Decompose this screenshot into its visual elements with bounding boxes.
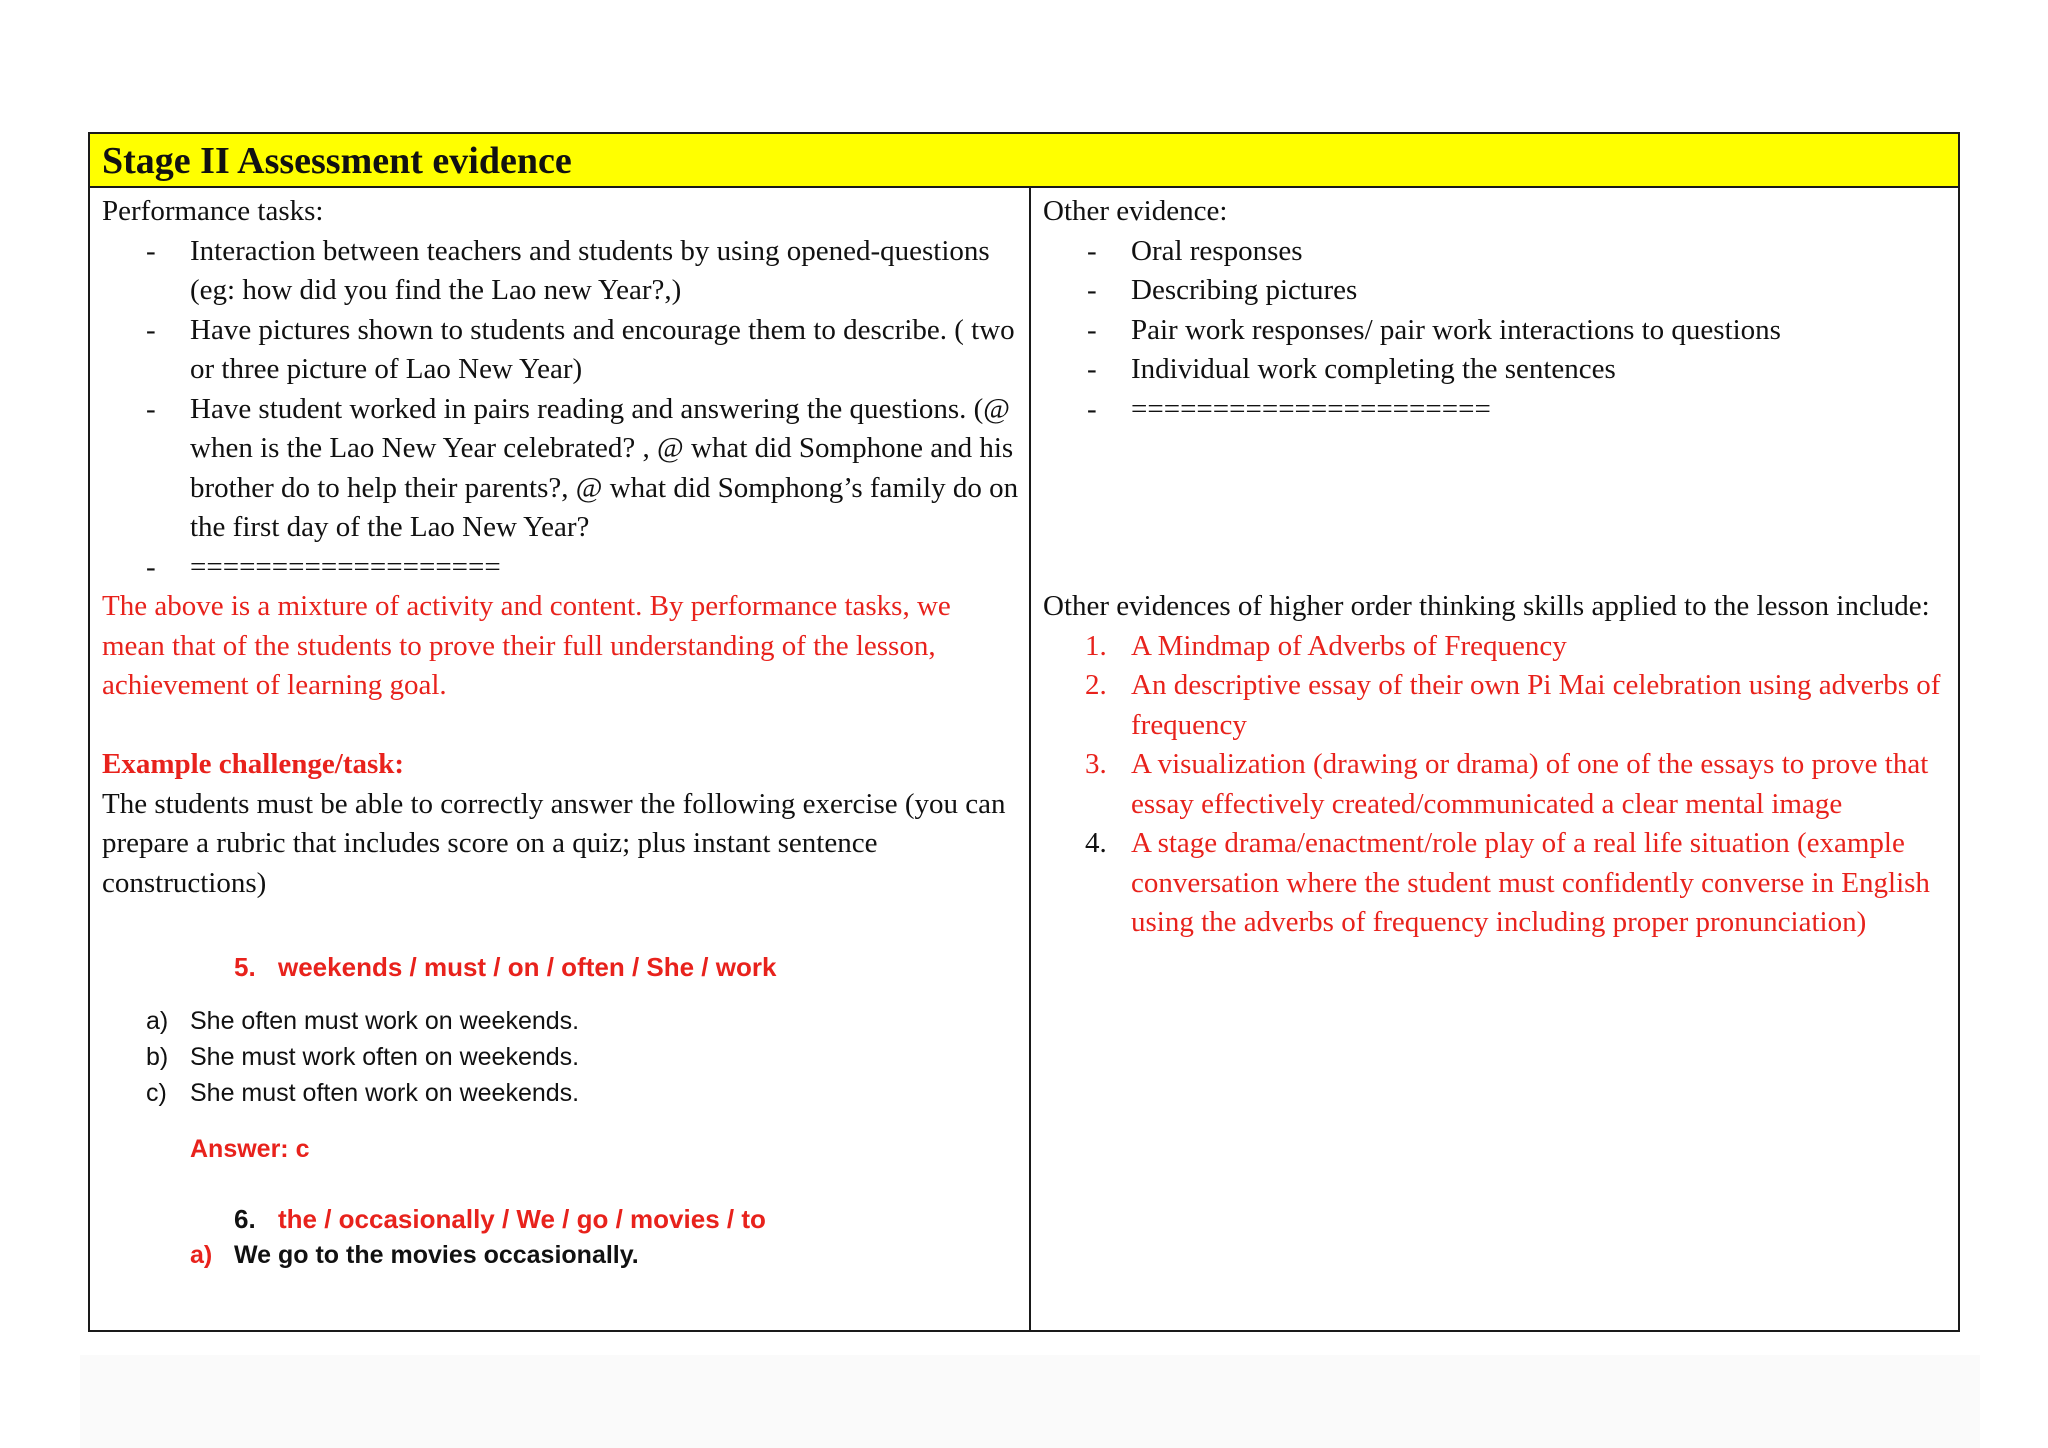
q5-option-b: b) She must work often on weekends. bbox=[146, 1043, 580, 1071]
list-item: - Have student worked in pairs reading and answering the questions. (@ when is the Lao New Year celebrated? , @ what did Somphone and his brother do to help their parents?, @ what did Somphong’s family do on the first day of the Lao New Year? bbox=[146, 392, 1019, 543]
question-6: 6. the / occasionally / We / go / movies / to bbox=[234, 1204, 766, 1234]
q6-option-a: a) We go to the movies occasionally. bbox=[190, 1241, 639, 1269]
question-5: 5. weekends / must / on / often / She / work bbox=[234, 952, 777, 982]
list-item: 4. A stage drama/enactment/role play of a real life situation (example conversation where the student must confidently converse in English using the adverbs of frequency including proper pronunciation) bbox=[1085, 827, 1930, 938]
other-evidence-list bbox=[1043, 232, 1948, 430]
list-item: - Have pictures shown to students and encourage them to describe. ( two or three picture of Lao New Year) bbox=[146, 313, 1015, 385]
hots-list bbox=[1043, 627, 1948, 943]
q5-answer: Answer: c bbox=[190, 1135, 310, 1163]
performance-task-list bbox=[102, 232, 1020, 588]
challenge-title: Example challenge/task: bbox=[102, 748, 405, 780]
other-evidence-column bbox=[1031, 188, 1958, 1330]
list-item: 1. A Mindmap of Adverbs of Frequency bbox=[1085, 629, 1567, 662]
list-item: 2. An descriptive essay of their own Pi Mai celebration using adverbs of frequency bbox=[1085, 669, 1941, 741]
list-item: 3. A visualization (drawing or drama) of one of the essays to prove that essay effectively created/communicated a clear mental image bbox=[1085, 748, 1929, 820]
hots-intro: Other evidences of higher order thinking skills applied to the lesson include: bbox=[1043, 590, 1930, 622]
list-item: - Individual work completing the sentences bbox=[1087, 353, 1616, 385]
performance-heading: Performance tasks: bbox=[102, 195, 324, 227]
assessment-table bbox=[88, 132, 1960, 1332]
list-item: - Oral responses bbox=[1087, 234, 1303, 267]
performance-note: The above is a mixture of activity and content. By performance tasks, we mean that of the students to prove their full understanding of the lesson, achievement of learning goal. bbox=[102, 590, 951, 701]
page-footer-shade bbox=[80, 1355, 1980, 1448]
list-item: - Interaction between teachers and students by using opened-questions (eg: how did you find the Lao new Year?,) bbox=[146, 234, 990, 306]
performance-column bbox=[90, 188, 1030, 1330]
stage-header: Stage II Assessment evidence bbox=[90, 134, 1958, 188]
list-item: - =================== bbox=[146, 550, 501, 583]
challenge-text: The students must be able to correctly answer the following exercise (you can prepare a rubric that includes score on a quiz; plus instant sentence constructions) bbox=[102, 787, 1006, 899]
list-item: - Pair work responses/ pair work interactions to questions bbox=[1087, 313, 1781, 346]
q5-option-a: a) She often must work on weekends. bbox=[146, 1007, 580, 1035]
other-evidence-heading: Other evidence: bbox=[1043, 195, 1228, 227]
q5-option-c: c) She must often work on weekends. bbox=[146, 1079, 580, 1107]
list-item: - Describing pictures bbox=[1087, 274, 1358, 306]
list-item: - ====================== bbox=[1087, 392, 1491, 425]
